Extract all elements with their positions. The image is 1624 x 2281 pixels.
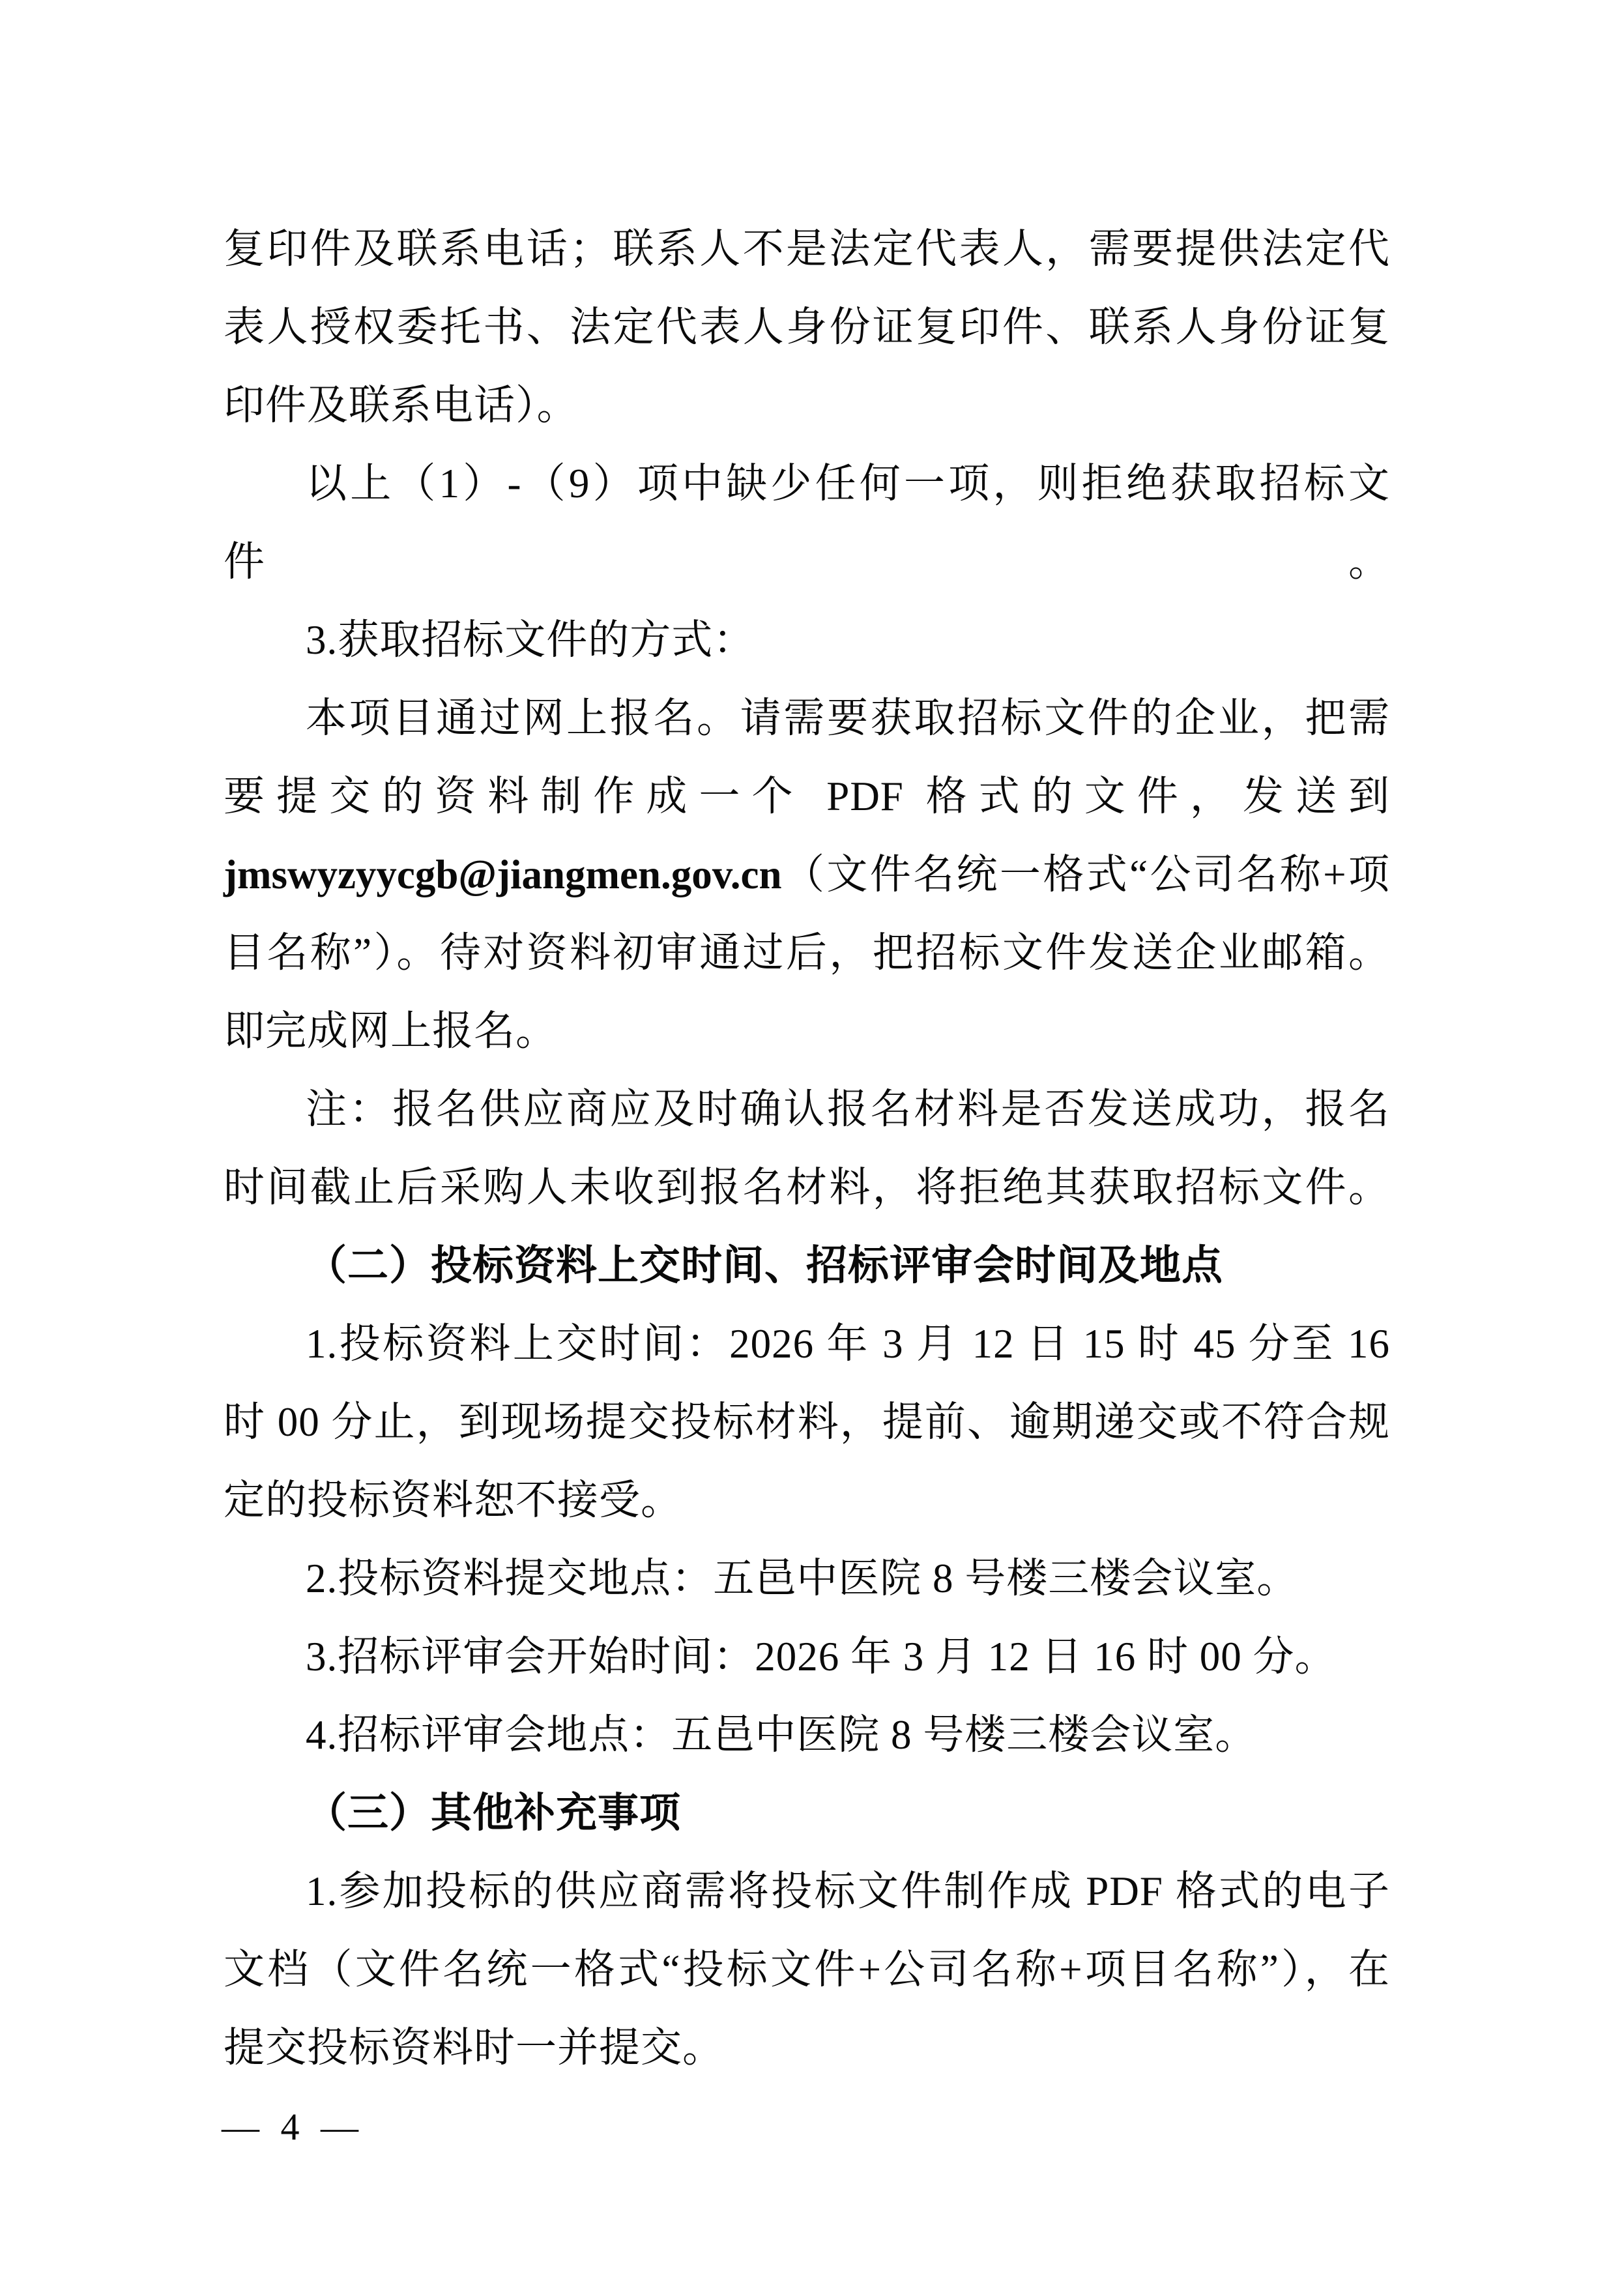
- text-line: 时 00 分止，到现场提交投标材料，提前、逾期递交或不符合规: [224, 1399, 1390, 1445]
- text-line: 注：报名供应商应及时确认报名材料是否发送成功，报名: [306, 1086, 1390, 1132]
- text-line: 时间截止后采购人未收到报名材料，将拒绝其获取招标文件。: [224, 1165, 1390, 1210]
- text-line: 定的投标资料恕不接受。: [224, 1477, 682, 1523]
- text-line: 目名称”）。待对资料初审通过后，把招标文件发送企业邮箱。: [224, 930, 1390, 976]
- text-line: 1.投标资料上交时间：2026 年 3 月 12 日 15 时 45 分至 16: [306, 1321, 1390, 1367]
- page-number: — 4 —: [222, 2106, 364, 2148]
- text-line: 表人授权委托书、法定代表人身份证复印件、联系人身份证复: [224, 304, 1390, 350]
- section-heading-3: （三）其他补充事项: [306, 1790, 681, 1836]
- text-line: 本项目通过网上报名。请需要获取招标文件的企业，把需: [306, 695, 1390, 741]
- text-line: 3.招标评审会开始时间：2026 年 3 月 12 日 16 时 00 分。: [306, 1634, 1337, 1679]
- text-line: 1.参加投标的供应商需将投标文件制作成 PDF 格式的电子: [306, 1868, 1390, 1914]
- text-segment: （文件名统一格式“公司名称+项: [781, 852, 1390, 897]
- text-line: 2.投标资料提交地点：五邑中医院 8 号楼三楼会议室。: [306, 1556, 1299, 1601]
- text-line: 以上（1）-（9）项中缺少任何一项，则拒绝获取招标文件。: [224, 461, 1390, 585]
- document-body: [224, 210, 1390, 2087]
- section-heading-2: （二）投标资料上交时间、招标评审会时间及地点: [306, 1243, 1223, 1288]
- text-line: 印件及联系电话）。: [224, 383, 579, 428]
- text-line: 文档（文件名统一格式“投标文件+公司名称+项目名称”），在: [224, 1947, 1390, 1992]
- text-line: 3.获取招标文件的方式：: [306, 617, 755, 663]
- text-line: 复印件及联系电话；联系人不是法定代表人，需要提供法定代: [224, 226, 1390, 272]
- text-line: 4.招标评审会地点：五邑中医院 8 号楼三楼会议室。: [306, 1712, 1257, 1758]
- text-line: 要提交的资料制作成一个 PDF 格式的文件，发送到: [224, 774, 1390, 819]
- text-line-email: [224, 835, 1390, 914]
- text-line: 即完成网上报名。: [224, 1008, 557, 1054]
- text-line: 提交投标资料时一并提交。: [224, 2025, 724, 2070]
- email-address: jmswyzyycgb@jiangmen.gov.cn: [224, 852, 782, 897]
